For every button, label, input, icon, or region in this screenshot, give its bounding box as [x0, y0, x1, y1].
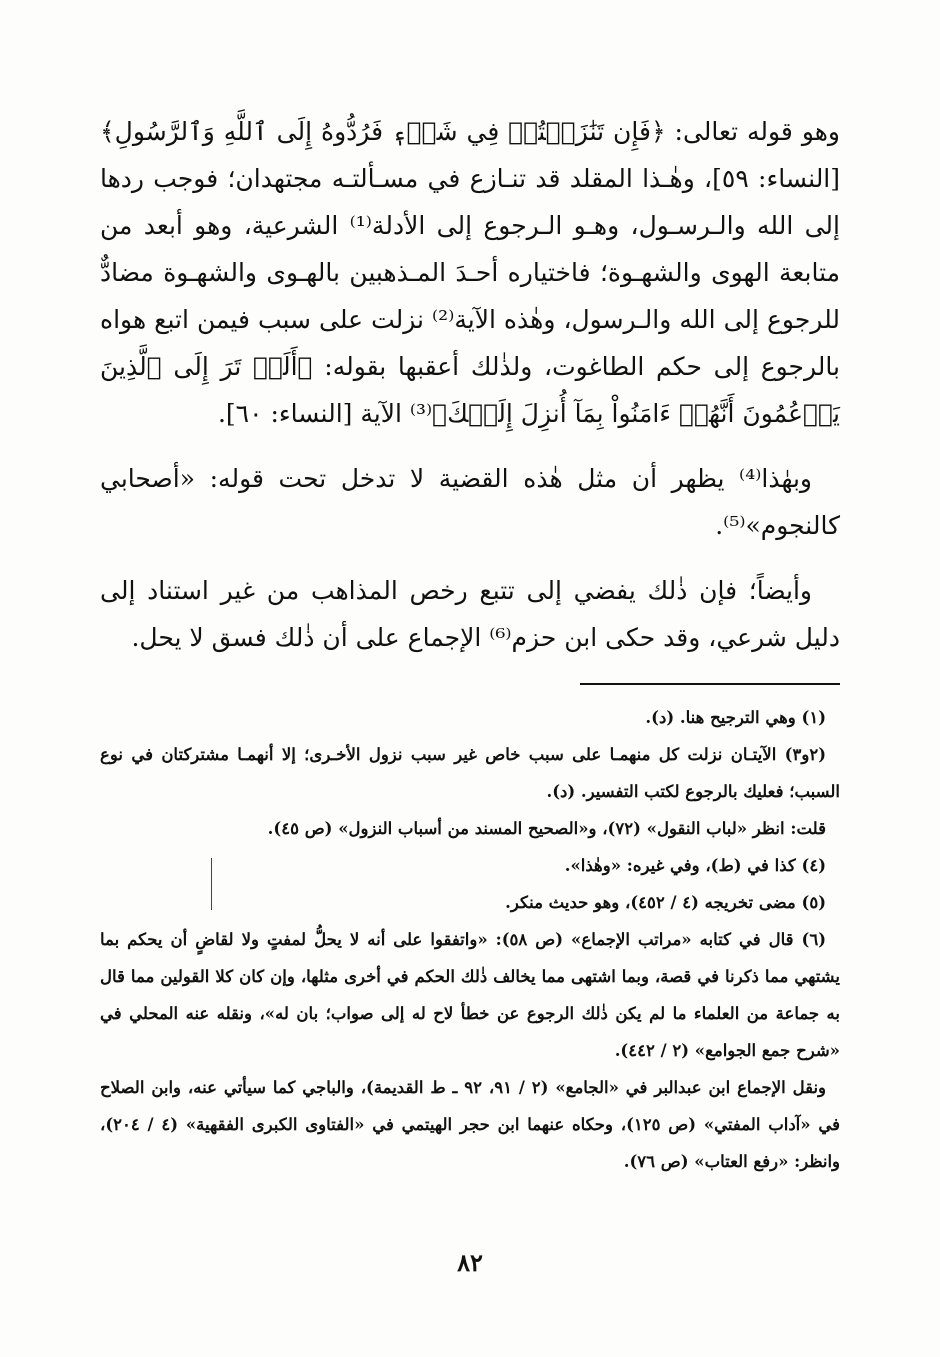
footnote-separator [580, 683, 840, 685]
main-paragraph-2: وبهٰذا⁽⁴⁾ يظهر أن مثل هٰذه القضية لا تدخل تحت قوله: «أصحابي كالنجوم»⁽⁵⁾. [100, 464, 840, 540]
footnote-5: (٥) مضى تخريجه (٤ / ٤٥٢)، وهو حديث منكر. [505, 893, 826, 912]
page-number: ٨٢ [457, 1248, 483, 1277]
main-paragraph-3: وأيضاً؛ فإن ذٰلك يفضي إلى تتبع رخص المذاهب من غير استناد إلى دليل شرعي، وقد حكى ابن حزم⁽⁶⁾ الإجماع على أن ذٰلك فسق لا يحل. [100, 576, 840, 652]
footnotes [100, 699, 840, 1180]
footnote-2-3: (٢و٣) الآيتـان نزلت كل منهمـا على سبب خاص غير سبب نزول الأخـرى؛ إلا أنهمـا مشتركتان في نوع السبب؛ فعليك بالرجوع لكتب التفسير. (د). [100, 745, 840, 801]
main-paragraph-1: وهو قوله تعالى: ﴿فَإِن تَنَٰزَعۡتُمۡ فِي شَيۡءٖ فَرُدُّوهُ إِلَى ٱللَّهِ وَٱلرَّسُولِ﴾ [النساء: ٥٩]، وهٰـذا المقلد قد تنـازع في مسـألتـه مجتهدان؛ فوجب ردها إلى الله والـرسـول، وهـو الـرجوع إلى الأدلة⁽¹⁾ الشرعية، وهو أبعد من متابعة الهوى والشهـوة؛ فاختياره أحـدَ المـذهبين بالهـوى والشهـوة مضادٌّ للرجوع إلى الله والـرسول، وهٰذه الآية⁽²⁾ نزلت على سبب فيمن اتبع هواه بالرجوع إلى حكم الطاغوت، ولذٰلك أعقبها بقوله: ﴿أَلَمۡ تَرَ إِلَى ٱلَّذِينَ يَزۡعُمُونَ أَنَّهُمۡ ءَامَنُواْ بِمَآ أُنزِلَ إِلَيۡكَ﴾⁽³⁾ الآية [النساء: ٦٠]. [100, 117, 841, 428]
footnote-6-continuation: ونقل الإجماع ابن عبدالبر في «الجامع» (٢ / ٩١، ٩٢ ـ ط القديمة)، والباجي كما سيأتي عنه، وابن الصلاح في «آداب المفتي» (ص ١٢٥)، وحكاه عنهما ابن حجر الهيتمي في «الفتاوى الكبرى الفقهية» (٤ / ٢٠٤)، وانظر: «رفع العتاب» (ص ٧٦). [100, 1078, 841, 1171]
footnote-4: (٤) كذا في (ط)، وفي غيره: «وهٰذا». [564, 856, 826, 875]
footnote-1: (١) وهي الترجيح هنا. (د). [645, 708, 826, 727]
footnote-2-3-addendum: قلت: انظر «لباب النقول» (٧٢)، و«الصحيح المسند من أسباب النزول» (ص ٤٥). [267, 819, 826, 838]
main-text [100, 108, 840, 661]
footnote-6: (٦) قال في كتابه «مراتب الإجماع» (ص ٥٨): «واتفقوا على أنه لا يحلُّ لمفتٍ ولا لقاضٍ أن يحكم بما يشتهي مما ذكرنا في قصة، وبما اشتهى مما يخالف ذٰلك الحكم في أخرى مثلها، وإن كان كلا القولين مما قال به جماعة من العلماء ما لم يكن ذٰلك الرجوع عن خطأ لاح له إلى صواب؛ بان له»، ونقله عنه المحلي في «شرح جمع الجوامع» (٢ / ٤٤٢). [100, 930, 840, 1060]
margin-mark [211, 858, 212, 910]
page-content [100, 108, 840, 1180]
